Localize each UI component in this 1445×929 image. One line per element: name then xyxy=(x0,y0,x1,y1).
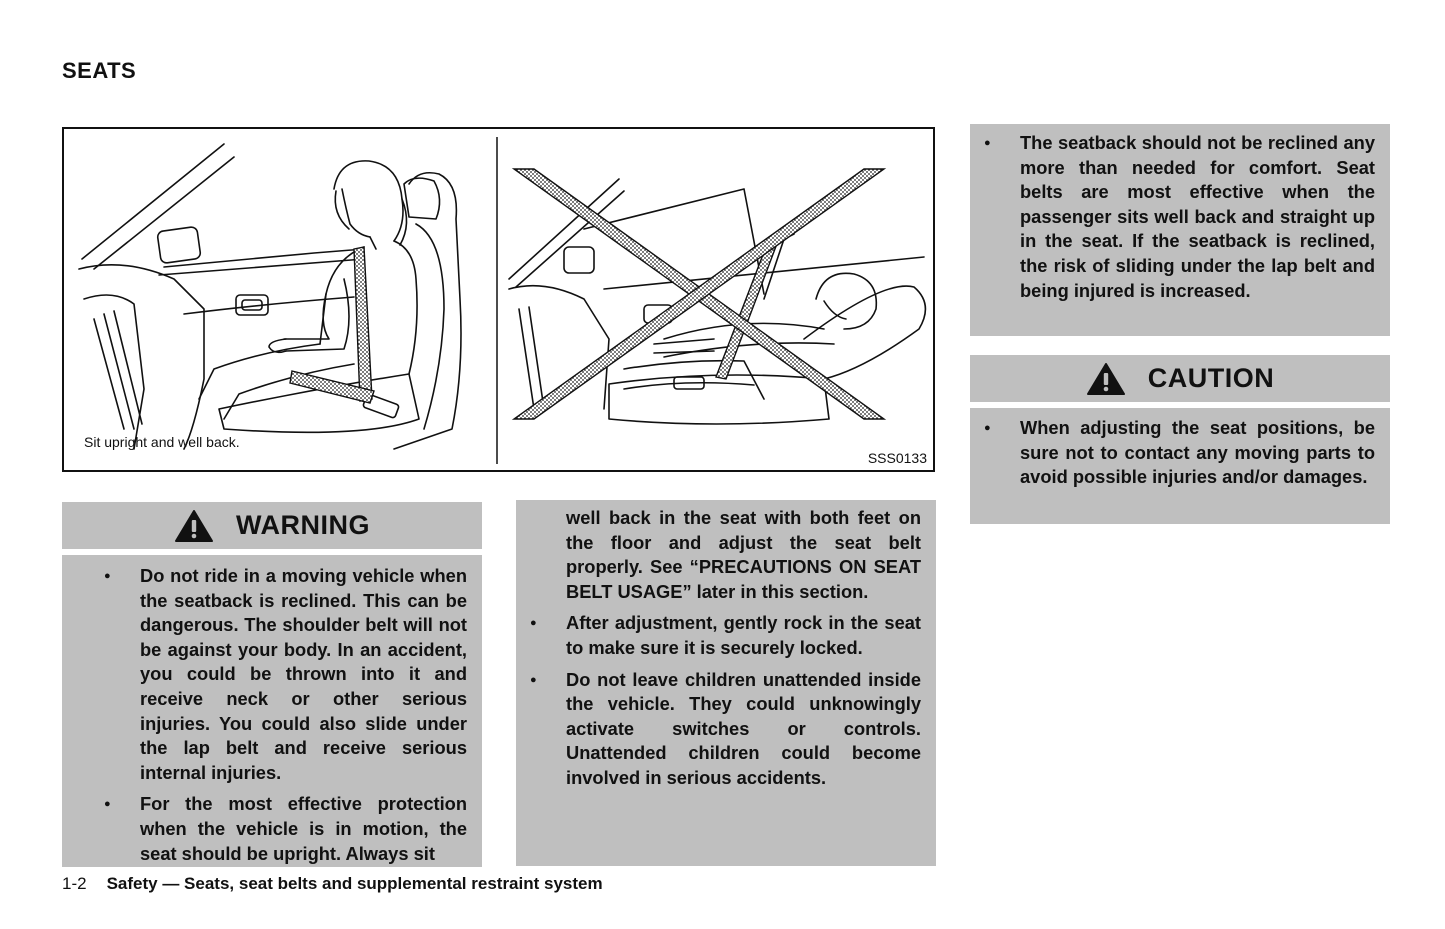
figure-code: SSS0133 xyxy=(867,450,927,466)
warning-triangle-icon xyxy=(1086,362,1126,396)
warning-list xyxy=(90,564,467,866)
section-title: SEATS xyxy=(62,58,137,83)
warning-item: ● Do not leave children unattended inside the vehicle. They could unknowingly activate switches or controls. Unattended children could become involved in serious accidents. xyxy=(516,668,921,791)
caution-item: ● When adjusting the seat positions, be sure not to contact any moving parts to avoid possible injuries and/or damages. xyxy=(970,416,1375,490)
footer-chapter: Safety — Seats, seat belts and supplemental restraint system xyxy=(106,874,603,893)
page-footer xyxy=(62,874,603,894)
warning-triangle-icon xyxy=(174,509,214,543)
page-number: 1-2 xyxy=(62,874,87,893)
warning-header xyxy=(62,502,482,549)
warning-item: ● Do not ride in a moving vehicle when the seatback is reclined. This can be dangerous. The shoulder belt will not be against your body. In an accident, you could be thrown into it and receive neck or other serious injuries. You could also slide under the lap belt and receive serious internal injuries. xyxy=(90,564,467,785)
warning-continued-list xyxy=(516,611,921,790)
caution-body xyxy=(970,408,1390,524)
caution-list xyxy=(970,416,1375,490)
notice-box xyxy=(970,124,1390,336)
warning-body xyxy=(62,555,482,867)
warning-item: ● For the most effective protection when the vehicle is in motion, the seat should be upright. Always sit xyxy=(90,792,467,866)
notice-item: ● The seatback should not be reclined any more than needed for comfort. Seat belts are most effective when the passenger sits well back and straight up in the seat. If the seatback is reclined, the risk of sliding under the lap belt and being injured is increased. xyxy=(970,131,1375,303)
seating-drawing xyxy=(64,129,933,470)
seating-illustration xyxy=(62,127,935,472)
warning-continued-text: well back in the seat with both feet on the floor and adjust the seat belt properly. See “PRECAUTIONS ON SEAT BELT USAGE” later in this section. xyxy=(566,507,921,602)
figure-caption: Sit upright and well back. xyxy=(84,434,240,450)
caution-header xyxy=(970,355,1390,402)
caution-title: CAUTION xyxy=(1147,363,1275,393)
notice-list xyxy=(970,131,1375,303)
warning-title: WARNING xyxy=(236,510,370,540)
warning-item: ● After adjustment, gently rock in the seat to make sure it is securely locked. xyxy=(516,611,921,660)
warning-body-continued xyxy=(516,500,936,866)
